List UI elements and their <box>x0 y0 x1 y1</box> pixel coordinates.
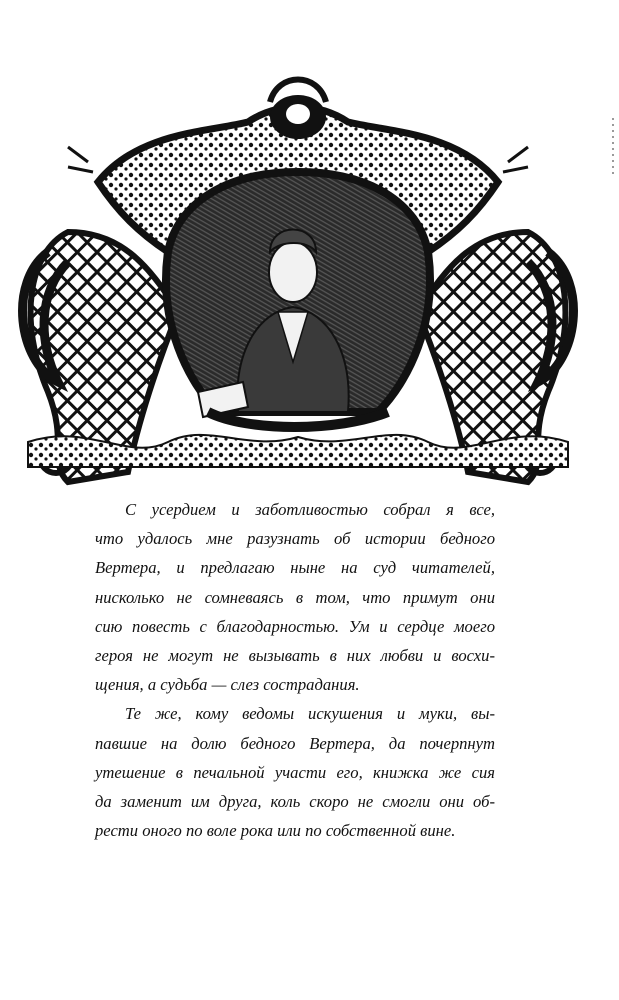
paragraph-1 <box>95 495 495 699</box>
text-line: что удалось мне разузнать об истории бедного <box>95 529 495 549</box>
page-edge-mark <box>612 118 614 178</box>
text-line: утешение в печальной участи его, книжка же сия <box>95 762 495 782</box>
text-line: рести оного по воле рока или по собственной вине. <box>95 821 456 841</box>
portrait-cartouche <box>166 172 430 427</box>
text-line: да заменит им друга, коль скоро не смогли они об- <box>95 791 495 811</box>
engraving-illustration <box>8 62 588 500</box>
text-line: щения, а судьба — слез сострадания. <box>95 675 360 695</box>
text-line: сию повесть с благодарностью. Ум и сердце моего <box>95 616 495 636</box>
text-line: нисколько не сомневаясь в том, что примут они <box>95 587 495 607</box>
text-line: Вертера, и предлагаю ныне на суд читателей, <box>95 558 495 578</box>
paragraph-2 <box>95 699 495 845</box>
text-line: С усердием и заботливостью собрал я все, <box>125 500 495 519</box>
text-line: Те же, кому ведомы искушения и муки, вы- <box>125 704 495 724</box>
text-line: героя не могут не вызывать в них любви и восхи- <box>95 645 495 665</box>
text-line: павшие на долю бедного Вертера, да почерпнут <box>95 733 495 753</box>
body-text <box>95 495 495 845</box>
